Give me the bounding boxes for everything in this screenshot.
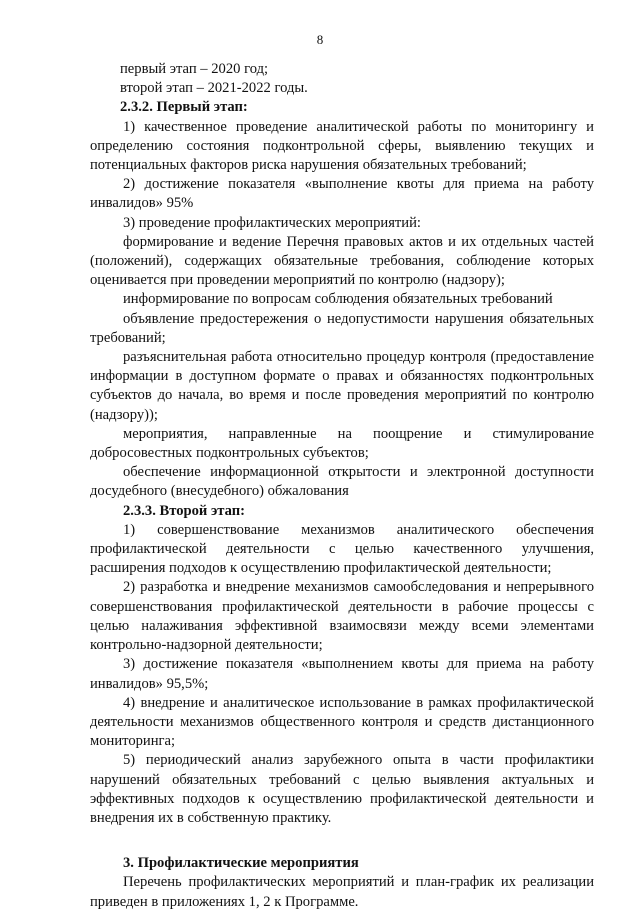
paragraph-list-informing: информирование по вопросам соблюдения обязательных требований	[123, 291, 553, 308]
paragraph-section-3: Перечень профилактических мероприятий и план-график их реализации приведен в приложениях 1, 2 к Программе.	[90, 874, 594, 910]
paragraph-list-warning: объявление предостережения о недопустимости нарушения обязательных требований;	[90, 310, 594, 346]
heading-second-stage: 2.3.3. Второй этап:	[123, 502, 245, 519]
paragraph-stage2-years: второй этап – 2021-2022 годы.	[120, 80, 308, 97]
paragraph-stage2-item-5: 5) периодический анализ зарубежного опыта в части профилактики нарушений обязательных требований с целью выявления актуальных и эффективных подходов к осуществлению профилактической деятельности и внедрения их в собственную практику.	[90, 752, 594, 826]
document-body	[90, 60, 594, 912]
paragraph-stage1-years: первый этап – 2020 год;	[120, 61, 269, 77]
paragraph-stage2-item-4: 4) внедрение и аналитическое использование в рамках профилактической деятельности механизмов общественного контроля и средств дистанционного мониторинга;	[90, 694, 594, 750]
paragraph-item-1: 1) качественное проведение аналитической работы по мониторингу и определению состояния подконтрольной сферы, выявлению текущих и потенциальных факторов риска нарушения обязательных требований;	[90, 118, 594, 174]
paragraph-list-formation: формирование и ведение Перечня правовых актов и их отдельных частей (положений), содержащих обязательные требования, соблюдение которых оценивается при проведении мероприятий по контролю (надзору);	[90, 233, 594, 289]
heading-section-3: 3. Профилактические мероприятия	[123, 855, 359, 872]
paragraph-stage2-item-2: 2) разработка и внедрение механизмов самообследования и непрерывного совершенствования профилактической деятельности в рабочие процессы с целью налаживания эффективной взаимосвязи между всеми элементами контрольно-надзорной деятельности;	[90, 579, 594, 654]
heading-first-stage: 2.3.2. Первый этап:	[120, 99, 248, 116]
paragraph-item-3: 3) проведение профилактических мероприятий:	[123, 214, 421, 231]
paragraph-list-openness: обеспечение информационной открытости и электронной доступности досудебного (внесудебного) обжалования	[90, 464, 594, 500]
page-number: 8	[316, 32, 324, 47]
paragraph-list-encouragement: мероприятия, направленные на поощрение и стимулирование добросовестных подконтрольных субъектов;	[90, 425, 594, 462]
paragraph-item-2: 2) достижение показателя «выполнение квоты для приема на работу инвалидов» 95%	[90, 176, 594, 212]
section-spacer	[90, 828, 594, 854]
paragraph-list-explanation: разъяснительная работа относительно процедур контроля (предоставление информации в доступном формате о правах и обязанностях подконтрольных субъектов до начала, во время и после проведения мероприятий по контролю (надзору));	[90, 349, 594, 423]
section-first-stage	[90, 118, 594, 912]
paragraph-stage2-item-1: 1) совершенствование механизмов аналитического обеспечения профилактической деятельности с целью качественного улучшения, расширения подходов к осуществлению профилактической деятельности;	[90, 521, 594, 577]
paragraph-stage2-item-3: 3) достижение показателя «выполнением квоты для приема на работу инвалидов» 95,5%;	[90, 656, 594, 692]
